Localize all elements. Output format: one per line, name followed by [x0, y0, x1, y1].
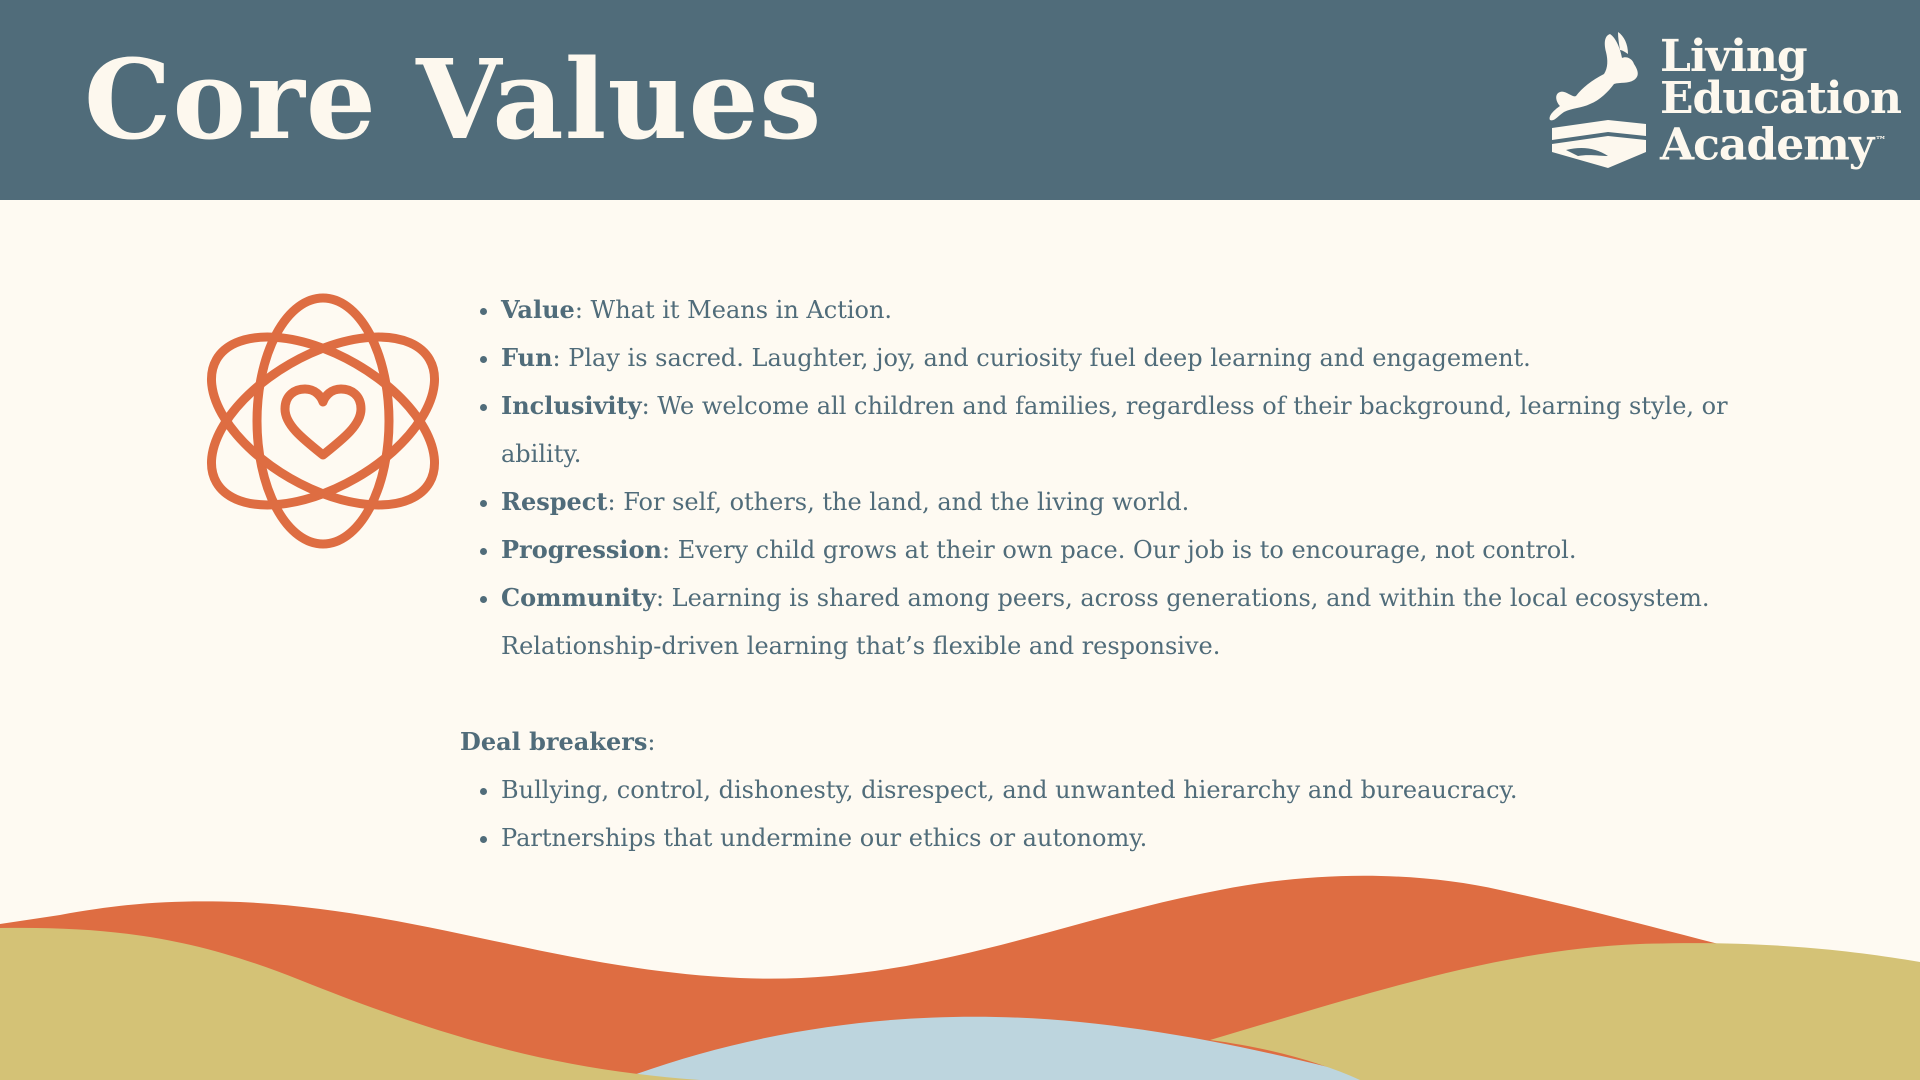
header-bar [0, 0, 1920, 200]
section-spacer [460, 670, 1760, 718]
deal-breakers-label: Deal breakers [460, 727, 648, 756]
value-description: : What it Means in Action. [574, 296, 893, 324]
value-description: : Every child grows at their own pace. Our job is to encourage, not control. [662, 536, 1577, 564]
value-term: Value [501, 295, 575, 324]
value-term: Inclusivity [501, 391, 642, 420]
logo-line-living: Living [1660, 31, 1807, 82]
values-list [460, 286, 1760, 670]
value-term: Respect [501, 487, 608, 516]
atom-heart-icon [200, 292, 446, 550]
list-item: • Bullying, control, dishonesty, disrespect, and unwanted hierarchy and bureaucracy. [501, 766, 1760, 814]
deal-breakers-heading [460, 718, 1760, 766]
logo-wordmark [1660, 31, 1901, 171]
leaping-hare-icon [1548, 28, 1658, 173]
logo-line-academy: Academy [1660, 119, 1874, 171]
decorative-hills [0, 840, 1920, 1080]
value-description: : For self, others, the land, and the living world. [607, 488, 1190, 516]
list-item: • Partnerships that undermine our ethics or autonomy. [501, 814, 1760, 862]
deal-breakers-colon: : [647, 728, 656, 756]
value-description: : Learning is shared among peers, across generations, and within the local ecosystem. Relationship-driven learning that’s flexible and responsive. [501, 584, 1710, 660]
trademark-symbol: ™ [1875, 134, 1887, 147]
value-term: Community [501, 583, 656, 612]
list-item [501, 478, 1760, 526]
logo-line-education: Education [1660, 73, 1901, 124]
value-description: : We welcome all children and families, regardless of their background, learning style, or ability. [501, 392, 1728, 468]
list-item [501, 382, 1760, 478]
list-item [501, 574, 1760, 670]
list-item [501, 334, 1760, 382]
value-term: Fun [501, 343, 553, 372]
list-item [501, 286, 1760, 334]
value-description: : Play is sacred. Laughter, joy, and curiosity fuel deep learning and engagement. [552, 344, 1531, 372]
page-title: Core Values [84, 35, 823, 164]
academy-logo [1548, 28, 1901, 173]
list-item [501, 526, 1760, 574]
value-term: Progression [501, 535, 662, 564]
values-content [460, 286, 1760, 862]
